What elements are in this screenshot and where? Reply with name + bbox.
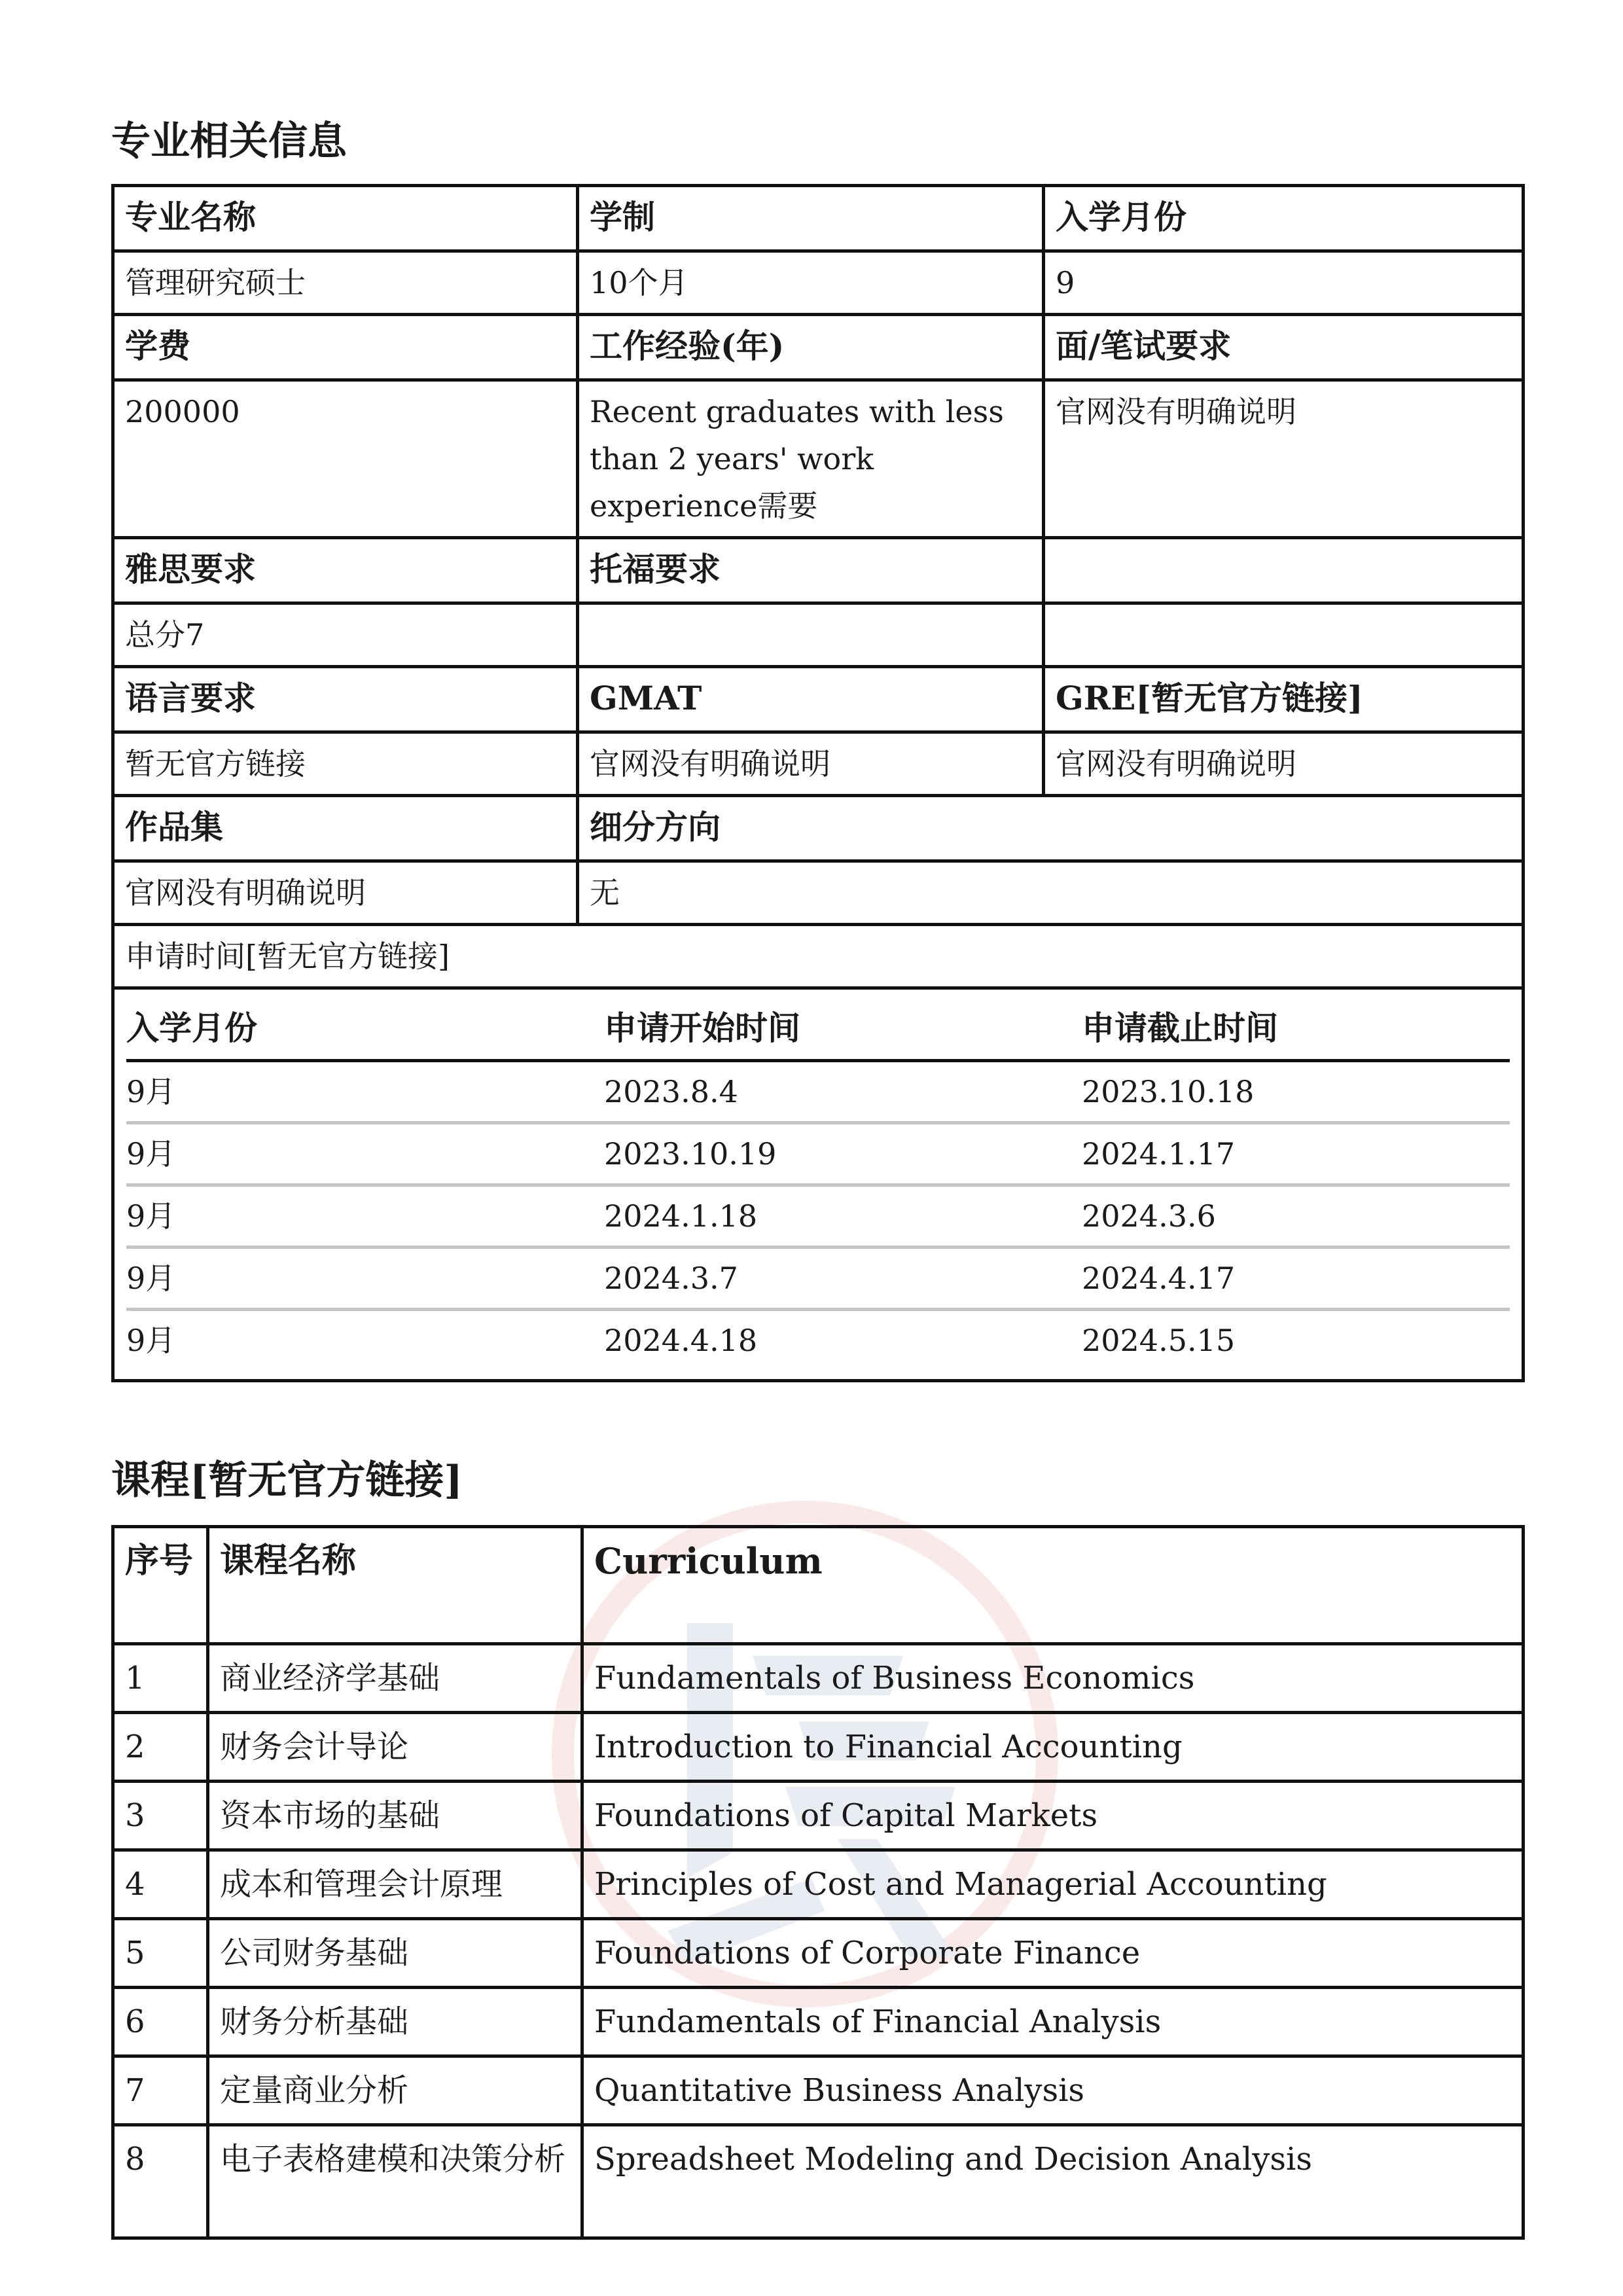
application-time-label: 申请时间[暂无官方链接] xyxy=(113,925,1524,988)
program-info-table xyxy=(111,184,1525,1382)
schedule-open: 2024.1.18 xyxy=(604,1185,1082,1247)
course-name-en: Foundations of Corporate Finance xyxy=(582,1919,1524,1988)
course-name-zh: 公司财务基础 xyxy=(208,1919,582,1988)
header-work-experience: 工作经验(年) xyxy=(578,315,1044,380)
course-no: 3 xyxy=(113,1782,208,1850)
schedule-header-open: 申请开始时间 xyxy=(604,997,1082,1061)
course-name-en: Introduction to Financial Accounting xyxy=(582,1713,1524,1782)
course-name-en: Fundamentals of Business Economics xyxy=(582,1644,1524,1713)
course-name-zh: 资本市场的基础 xyxy=(208,1782,582,1850)
course-name-zh: 财务会计导论 xyxy=(208,1713,582,1782)
schedule-deadline: 2024.1.17 xyxy=(1082,1123,1510,1185)
course-name-en: Spreadsheet Modeling and Decision Analysis xyxy=(582,2125,1524,2238)
value-program-name: 管理研究硕士 xyxy=(113,251,578,315)
course-name-zh: 商业经济学基础 xyxy=(208,1644,582,1713)
value-portfolio: 官网没有明确说明 xyxy=(113,861,578,925)
schedule-deadline: 2023.10.18 xyxy=(1082,1061,1510,1123)
table-row xyxy=(113,2056,1524,2125)
course-no: 4 xyxy=(113,1850,208,1919)
header-interview-requirement: 面/笔试要求 xyxy=(1044,315,1524,380)
header-gre: GRE[暂无官方链接] xyxy=(1044,667,1524,732)
value-tuition: 200000 xyxy=(113,380,578,538)
section-heading-program-info: 专业相关信息 xyxy=(111,118,347,164)
header-language-requirement: 语言要求 xyxy=(113,667,578,732)
header-intake-month: 入学月份 xyxy=(1044,186,1524,251)
schedule-row xyxy=(126,1123,1510,1185)
schedule-deadline: 2024.4.17 xyxy=(1082,1247,1510,1310)
value-concentration: 无 xyxy=(578,861,1524,925)
course-name-zh: 财务分析基础 xyxy=(208,1988,582,2056)
schedule-header-intake: 入学月份 xyxy=(126,997,604,1061)
course-name-zh: 定量商业分析 xyxy=(208,2056,582,2125)
table-row xyxy=(113,1919,1524,1988)
schedule-intake: 9月 xyxy=(126,1323,176,1358)
value-gmat: 官网没有明确说明 xyxy=(578,732,1044,796)
course-no: 7 xyxy=(113,2056,208,2125)
value-ielts: 总分7 xyxy=(113,603,578,667)
course-name-en: Fundamentals of Financial Analysis xyxy=(582,1988,1524,2056)
course-name-zh: 成本和管理会计原理 xyxy=(208,1850,582,1919)
table-row xyxy=(113,1782,1524,1850)
header-toefl: 托福要求 xyxy=(578,538,1044,603)
curriculum-table xyxy=(111,1525,1525,2240)
header-tuition: 学费 xyxy=(113,315,578,380)
value-work-experience: Recent graduates with less than 2 years' work experience需要 xyxy=(578,380,1044,538)
table-row xyxy=(113,1713,1524,1782)
section-heading-curriculum: 课程[暂无官方链接] xyxy=(111,1458,463,1503)
header-concentration: 细分方向 xyxy=(578,796,1524,861)
header-gmat: GMAT xyxy=(578,667,1044,732)
course-no: 8 xyxy=(113,2125,208,2238)
schedule-intake: 9月 xyxy=(126,1061,604,1123)
course-no: 6 xyxy=(113,1988,208,2056)
value-language-requirement: 暂无官方链接 xyxy=(113,732,578,796)
schedule-row xyxy=(126,1185,1510,1247)
schedule-deadline: 2024.5.15 xyxy=(1082,1323,1236,1358)
table-row xyxy=(113,1850,1524,1919)
table-row xyxy=(113,1644,1524,1713)
course-name-en: Quantitative Business Analysis xyxy=(582,2056,1524,2125)
application-schedule-cell xyxy=(113,988,1524,1381)
course-no: 2 xyxy=(113,1713,208,1782)
schedule-row xyxy=(126,1061,1510,1123)
curriculum-header-no: 序号 xyxy=(113,1527,208,1644)
curriculum-header-en: Curriculum xyxy=(582,1527,1524,1644)
course-no: 5 xyxy=(113,1919,208,1988)
value-gre: 官网没有明确说明 xyxy=(1044,732,1524,796)
application-schedule-table xyxy=(126,997,1510,1370)
schedule-open: 2023.8.4 xyxy=(604,1061,1082,1123)
header-portfolio: 作品集 xyxy=(113,796,578,861)
schedule-row xyxy=(126,1310,1510,1371)
value-duration: 10个月 xyxy=(578,251,1044,315)
value-interview-requirement: 官网没有明确说明 xyxy=(1044,380,1524,538)
schedule-deadline: 2024.3.6 xyxy=(1082,1185,1510,1247)
schedule-intake: 9月 xyxy=(126,1185,604,1247)
course-name-zh: 电子表格建模和决策分析 xyxy=(208,2125,582,2238)
curriculum-header-name: 课程名称 xyxy=(208,1527,582,1644)
course-no: 1 xyxy=(113,1644,208,1713)
header-duration: 学制 xyxy=(578,186,1044,251)
table-row xyxy=(113,2125,1524,2238)
schedule-open: 2024.3.7 xyxy=(604,1247,1082,1310)
schedule-open: 2024.4.18 xyxy=(604,1323,758,1358)
course-name-en: Principles of Cost and Managerial Accounting xyxy=(582,1850,1524,1919)
table-row xyxy=(113,1988,1524,2056)
schedule-intake: 9月 xyxy=(126,1123,604,1185)
header-program-name: 专业名称 xyxy=(113,186,578,251)
schedule-header-deadline: 申请截止时间 xyxy=(1082,997,1510,1061)
schedule-row xyxy=(126,1247,1510,1310)
course-name-en: Foundations of Capital Markets xyxy=(582,1782,1524,1850)
value-toefl xyxy=(578,603,1044,667)
schedule-open: 2023.10.19 xyxy=(604,1123,1082,1185)
header-ielts: 雅思要求 xyxy=(113,538,578,603)
schedule-intake: 9月 xyxy=(126,1247,604,1310)
value-empty xyxy=(1044,603,1524,667)
value-intake-month: 9 xyxy=(1044,251,1524,315)
header-empty xyxy=(1044,538,1524,603)
